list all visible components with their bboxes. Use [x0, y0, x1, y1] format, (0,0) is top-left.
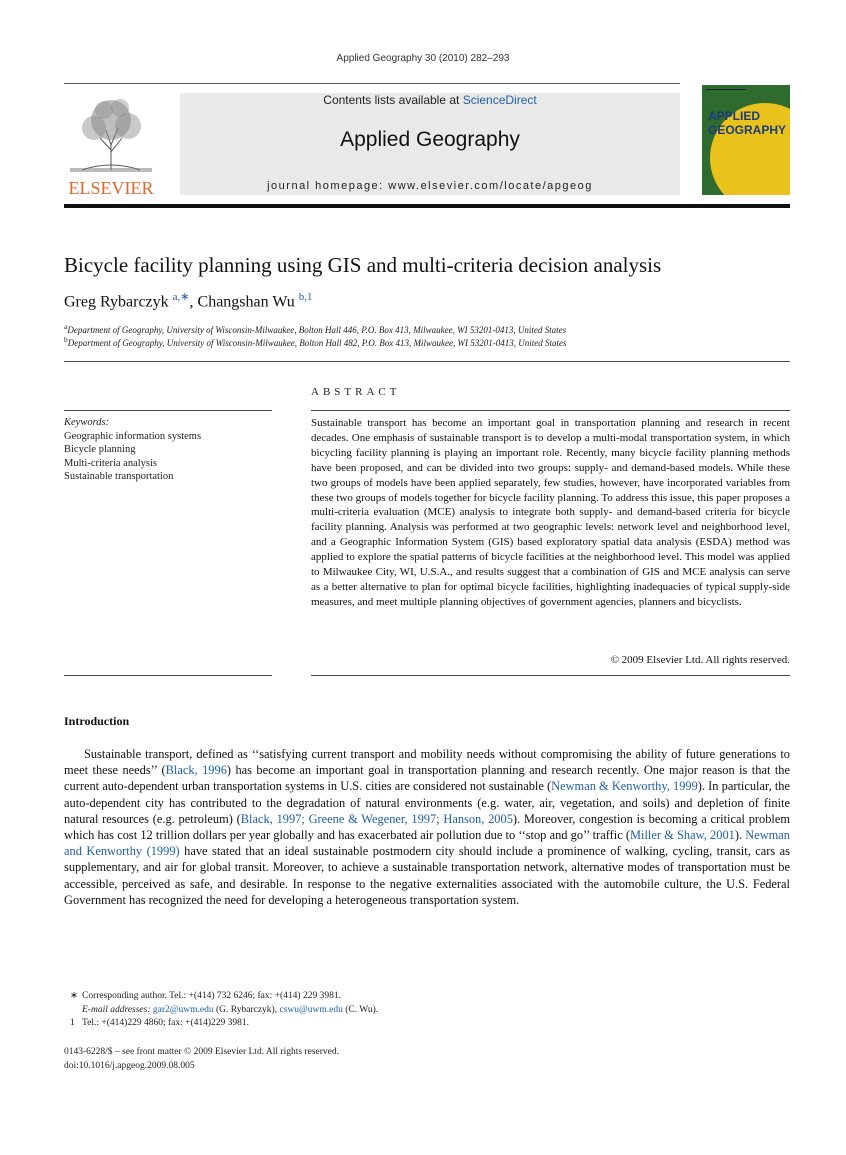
abstract-bottom-rule — [311, 675, 790, 676]
cover-title — [708, 109, 786, 137]
elsevier-logo — [62, 90, 160, 198]
cover-title-line2: GEOGRAPHY — [708, 123, 787, 137]
footnote-star-mark: ∗ — [70, 991, 78, 1001]
affiliation-a — [64, 322, 566, 335]
cover-title-line1: APPLIED — [708, 109, 761, 123]
elsevier-tree-icon — [62, 90, 160, 198]
author-1-affil-mark[interactable]: a,∗ — [172, 291, 190, 303]
citation-link[interactable]: Newman and Kenworthy (1999) — [64, 828, 790, 859]
journal-reference: Applied Geography 30 (2010) 282–293 — [336, 53, 510, 64]
keywords-block — [64, 416, 274, 484]
journal-cover-image — [702, 85, 790, 195]
body-text-segment: ) has become an important goal in transportation planning and research recently. One major reason is that the current auto-dependent urban transportation systems in U.S. cities are considered not sustainable ( — [64, 763, 790, 794]
keywords-top-rule — [64, 410, 272, 411]
keywords-label: Keywords: — [64, 417, 110, 428]
affiliation-a-mark: a — [64, 322, 68, 331]
footnote-corresponding — [64, 990, 790, 1004]
body-text-segment: ). — [734, 828, 746, 843]
abstract-heading: ABSTRACT — [311, 386, 401, 398]
abstract-top-rule — [311, 410, 790, 411]
contents-prefix: Contents lists available at — [323, 93, 463, 107]
footnote-one-mark: 1 — [70, 1018, 75, 1028]
citation-link[interactable]: Newman & Kenworthy, 1999 — [551, 779, 698, 794]
abstract-copyright: © 2009 Elsevier Ltd. All rights reserved. — [610, 654, 790, 666]
keyword-item: Bicycle planning — [64, 444, 136, 455]
sciencedirect-link[interactable]: ScienceDirect — [462, 93, 537, 107]
author-separator: , — [189, 293, 198, 311]
header-top-rule — [64, 83, 680, 84]
affiliation-b-text: Department of Geography, University of Wisconsin-Milwaukee, Bolton Hall 482, P.O. Box 413, Milwaukee, WI 53201-0413, United States — [67, 338, 567, 348]
abstract-text: Sustainable transport has become an important goal in transportation planning and research in recent decades. One emphasis of sustainable transport is to develop a multi-modal transportation system, in which bicycling facility planning is playing an important role. Recently, many bicycle facility planning methods have been proposed, and can be divided into two groups: supply- and demand-based models. While these two groups of models have been applied separately, few studies, however, have incorporated variables from these two groups of models together for bicycle facility planning. To address this issue, this paper proposes a multi-criteria evaluation (MCE) analysis to integrate both supply- and demand-based criteria for bicycle facility planning. Analysis was performed at two geographic levels: network level and neighborhood level, and a Geographic Information System (GIS) based exploratory spatial data analysis (ESDA) method was applied to explore the spatial patterns of bicycle facilities at the neighborhood level. This model was applied to Milwaukee City, WI, U.S.A., and results suggest that a combination of GIS and MCE analysis can serve as a better alternative to plan for optimal bicycle facilities, highlighting inadequacies of typical supply-side measures, and meet multiple planning objectives of government agencies, planners and bicyclists. — [311, 417, 790, 608]
body-text-segment: ). In particular, the auto-dependent city has contributed to the degradation of natural environments (e.g. water, air, vegetation, and soils) and depletion of finite natural resources (e.g. petroleum) ( — [64, 779, 790, 826]
affiliation-rule — [64, 361, 790, 362]
email-1-owner: (G. Rybarczyk), — [213, 1004, 280, 1015]
author-2: Changshan Wu — [197, 293, 295, 311]
keyword-item: Geographic information systems — [64, 430, 202, 442]
footnote-author2 — [64, 1017, 790, 1031]
introduction-paragraph — [64, 746, 790, 908]
footnote-emails — [64, 1004, 790, 1018]
journal-homepage[interactable]: journal homepage: www.elsevier.com/locate/apgeog — [267, 180, 593, 192]
journal-title: Applied Geography — [340, 128, 520, 151]
body-text-segment: have stated that an ideal sustainable postmodern city should include a prominence of walking, cycling, transit, cars as supplementary, and air for global transit. Moreover, to achieve a sustainable transportation network, alternative modes of transportation must be accessible, perceived as safe, and desirable. In response to the negative externalities associated with the automobile culture, the U.S. Federal Government has recognized the need for developing a heterogeneous transportation system. — [64, 844, 790, 907]
front-matter — [64, 1046, 339, 1073]
citation-link[interactable]: Black, 1996 — [165, 763, 227, 778]
affiliation-b — [64, 335, 567, 348]
doi-line[interactable]: doi:10.1016/j.apgeog.2009.08.005 — [64, 1060, 195, 1071]
publisher-logo-text: ELSEVIER — [68, 178, 154, 198]
issn-line: 0143-6228/$ – see front matter © 2009 Elsevier Ltd. All rights reserved. — [64, 1047, 340, 1057]
keyword-item: Sustainable transportation — [64, 471, 174, 482]
author-line — [64, 290, 313, 311]
contents-line — [180, 93, 680, 107]
section-heading-introduction: Introduction — [64, 714, 130, 728]
email-label: E-mail addresses: — [82, 1004, 153, 1015]
article-title: Bicycle facility planning using GIS and multi-criteria decision analysis — [64, 253, 662, 277]
email-link-2[interactable]: cswu@uwm.edu — [279, 1004, 343, 1015]
keywords-bottom-rule — [64, 675, 272, 676]
body-text-segment: Sustainable transport, defined as ‘‘satisfying current transport and mobility needs without compromising the ability of future generations to meet these needs’’ ( — [64, 747, 790, 778]
email-2-owner: (C. Wu). — [342, 1004, 379, 1015]
affiliation-a-text: Department of Geography, University of Wisconsin-Milwaukee, Bolton Hall 446, P.O. Box 413, Milwaukee, WI 53201-0413, United States — [67, 325, 567, 335]
affiliation-b-mark: b — [64, 335, 68, 344]
citation-link[interactable]: Miller & Shaw, 2001 — [630, 828, 735, 843]
footnote-text: Tel.: +(414)229 4860; fax: +(414)229 3981. — [82, 1018, 250, 1028]
author-1: Greg Rybarczyk — [64, 293, 169, 311]
email-link-1[interactable]: gar2@uwm.edu — [152, 1004, 214, 1015]
header-thick-rule — [64, 204, 790, 208]
cover-header-line — [706, 89, 746, 106]
body-text-segment: ). Moreover, congestion is becoming a critical problem which has cost 12 trillion dollars per year globally and has exacerbated air pollution due to ‘‘stop and go’’ traffic ( — [64, 811, 790, 843]
footnotes — [64, 990, 790, 1031]
citation-link[interactable]: Black, 1997; Greene & Wegener, 1997; Hanson, 2005 — [240, 811, 513, 826]
keyword-item: Multi-criteria analysis — [64, 457, 158, 469]
footnote-text: Corresponding author. Tel.: +(414) 732 6246; fax: +(414) 229 3981. — [82, 991, 341, 1001]
author-2-affil-mark[interactable]: b,1 — [298, 291, 313, 303]
